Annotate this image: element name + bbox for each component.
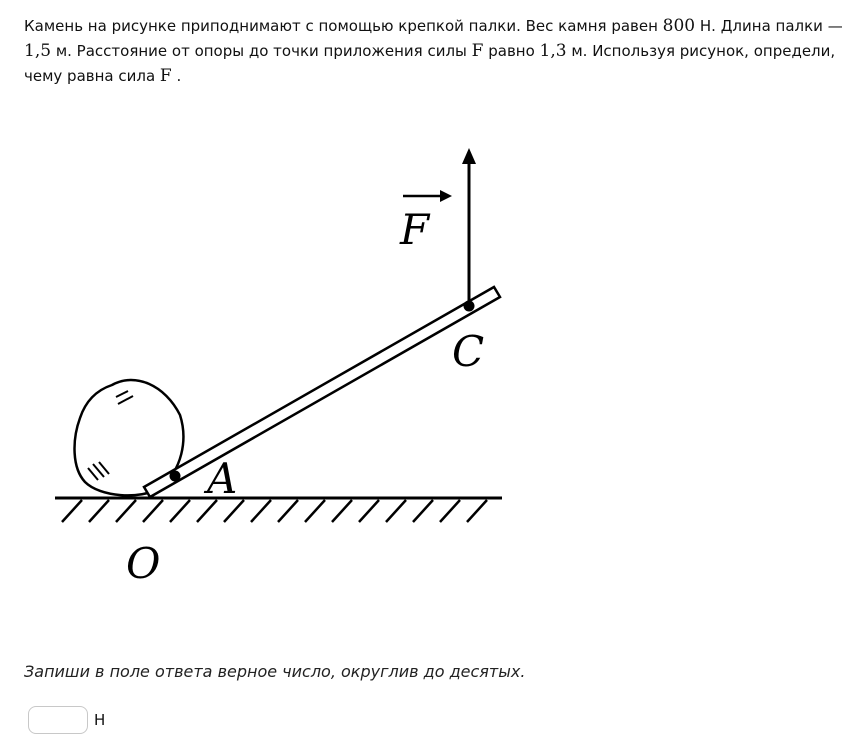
problem-line-3 bbox=[24, 64, 754, 89]
label-a: A bbox=[207, 454, 238, 503]
problem-text-1b: Н. Длина палки — bbox=[695, 17, 843, 35]
label-c: C bbox=[452, 327, 485, 376]
instruction-text: Запиши в поле ответа верное число, округлив до десятых. bbox=[24, 662, 526, 681]
problem-text-1a: Камень на рисунке приподнимают с помощью крепкой палки. Вес камня равен bbox=[24, 17, 663, 35]
problem-text-2c: м. Используя рисунок, определи, bbox=[566, 42, 836, 60]
force-arrow-head bbox=[462, 148, 476, 164]
force-symbol-2: F bbox=[159, 66, 172, 86]
vector-bar-head bbox=[440, 190, 452, 202]
lever-stick bbox=[144, 287, 500, 497]
lever-figure bbox=[40, 140, 520, 600]
answer-row bbox=[28, 706, 105, 734]
force-symbol: F bbox=[471, 41, 484, 61]
problem-line-1 bbox=[24, 14, 843, 39]
problem-text-2a: м. Расстояние от опоры до точки приложения силы bbox=[51, 42, 472, 60]
label-o: O bbox=[126, 539, 161, 588]
distance-value: 1,3 bbox=[539, 41, 567, 61]
point-c bbox=[464, 301, 475, 312]
problem-statement bbox=[24, 14, 843, 89]
problem-text-3a: чему равна сила bbox=[24, 67, 160, 85]
point-a bbox=[170, 471, 181, 482]
label-force: F bbox=[400, 205, 430, 254]
problem-text-3b: . bbox=[171, 67, 182, 85]
problem-line-2 bbox=[24, 39, 836, 64]
weight-value: 800 bbox=[662, 16, 696, 36]
ground-hatching bbox=[62, 500, 487, 522]
answer-unit: Н bbox=[94, 711, 106, 729]
length-value: 1,5 bbox=[24, 41, 52, 61]
problem-text-2b: равно bbox=[483, 42, 540, 60]
answer-input[interactable] bbox=[28, 706, 88, 734]
